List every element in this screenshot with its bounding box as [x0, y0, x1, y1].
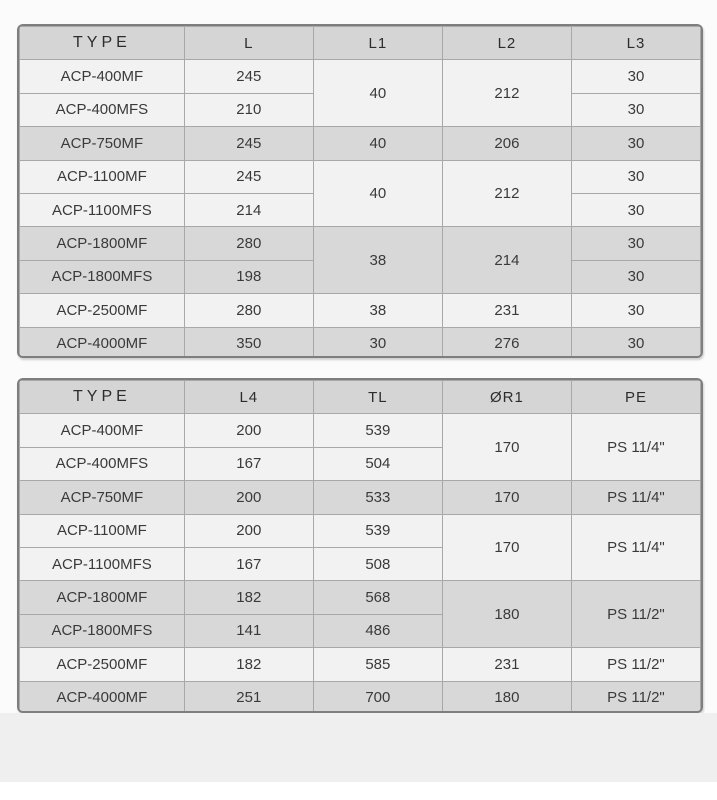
value-cell: 212	[442, 160, 571, 227]
column-header: L1	[313, 27, 442, 60]
column-header: TYPE	[20, 27, 185, 60]
table-row	[20, 127, 701, 160]
value-cell: 280	[184, 227, 313, 260]
table-row	[20, 681, 701, 713]
value-cell: 276	[442, 327, 571, 358]
value-cell: 30	[571, 327, 700, 358]
column-header: L	[184, 27, 313, 60]
value-cell: 38	[313, 227, 442, 294]
value-cell: 568	[313, 581, 442, 614]
value-cell: 212	[442, 60, 571, 127]
column-header: ØR1	[442, 381, 571, 414]
column-header: L4	[184, 381, 313, 414]
table-row	[20, 294, 701, 327]
value-cell: 200	[184, 481, 313, 514]
value-cell: 231	[442, 648, 571, 681]
type-cell: ACP-400MFS	[20, 447, 185, 480]
value-cell: 198	[184, 260, 313, 293]
value-cell: 182	[184, 648, 313, 681]
value-cell: PS 11/4"	[571, 414, 700, 481]
type-cell: ACP-1800MFS	[20, 614, 185, 647]
value-cell: 40	[313, 60, 442, 127]
value-cell: PS 11/4"	[571, 514, 700, 581]
value-cell: 30	[571, 127, 700, 160]
value-cell: 700	[313, 681, 442, 713]
table-row	[20, 514, 701, 547]
value-cell: 585	[313, 648, 442, 681]
value-cell: 533	[313, 481, 442, 514]
column-header: L3	[571, 27, 700, 60]
table-body	[20, 414, 701, 713]
type-cell: ACP-4000MF	[20, 327, 185, 358]
type-cell: ACP-4000MF	[20, 681, 185, 713]
value-cell: 30	[571, 93, 700, 126]
value-cell: 245	[184, 160, 313, 193]
value-cell: 30	[571, 160, 700, 193]
value-cell: 180	[442, 581, 571, 648]
header-row	[20, 381, 701, 414]
value-cell: 245	[184, 60, 313, 93]
value-cell: 251	[184, 681, 313, 713]
value-cell: 182	[184, 581, 313, 614]
type-cell: ACP-750MF	[20, 481, 185, 514]
table-row	[20, 60, 701, 93]
value-cell: 170	[442, 414, 571, 481]
value-cell: 206	[442, 127, 571, 160]
value-cell: 214	[184, 193, 313, 226]
value-cell: 350	[184, 327, 313, 358]
value-cell: 30	[313, 327, 442, 358]
value-cell: 245	[184, 127, 313, 160]
table-row	[20, 160, 701, 193]
table-row	[20, 327, 701, 358]
bottom-white-strip	[0, 782, 717, 800]
column-header: PE	[571, 381, 700, 414]
type-cell: ACP-400MF	[20, 60, 185, 93]
value-cell: PS 11/4"	[571, 481, 700, 514]
column-header: L2	[442, 27, 571, 60]
table-body	[20, 60, 701, 358]
value-cell: PS 11/2"	[571, 648, 700, 681]
value-cell: PS 11/2"	[571, 681, 700, 713]
value-cell: 200	[184, 514, 313, 547]
value-cell: 170	[442, 514, 571, 581]
value-cell: 167	[184, 547, 313, 580]
type-cell: ACP-400MFS	[20, 93, 185, 126]
value-cell: 170	[442, 481, 571, 514]
spec-table-upper	[17, 24, 703, 358]
lower-background-band	[0, 713, 717, 782]
type-cell: ACP-1800MFS	[20, 260, 185, 293]
type-cell: ACP-1100MFS	[20, 193, 185, 226]
header-row	[20, 27, 701, 60]
type-cell: ACP-2500MF	[20, 294, 185, 327]
table-row	[20, 481, 701, 514]
type-cell: ACP-1800MF	[20, 227, 185, 260]
value-cell: 30	[571, 260, 700, 293]
value-cell: 180	[442, 681, 571, 713]
table-row	[20, 581, 701, 614]
value-cell: 504	[313, 447, 442, 480]
spec-table-upper-grid	[19, 26, 701, 358]
value-cell: 231	[442, 294, 571, 327]
value-cell: 38	[313, 294, 442, 327]
table-row	[20, 414, 701, 447]
type-cell: ACP-1100MFS	[20, 547, 185, 580]
value-cell: 141	[184, 614, 313, 647]
value-cell: 167	[184, 447, 313, 480]
value-cell: 280	[184, 294, 313, 327]
type-cell: ACP-400MF	[20, 414, 185, 447]
value-cell: 539	[313, 414, 442, 447]
value-cell: PS 11/2"	[571, 581, 700, 648]
value-cell: 30	[571, 193, 700, 226]
spec-table-lower-grid	[19, 380, 701, 713]
table-header-row	[20, 27, 701, 60]
value-cell: 214	[442, 227, 571, 294]
value-cell: 40	[313, 127, 442, 160]
table-header-row	[20, 381, 701, 414]
type-cell: ACP-1100MF	[20, 514, 185, 547]
value-cell: 539	[313, 514, 442, 547]
value-cell: 508	[313, 547, 442, 580]
value-cell: 486	[313, 614, 442, 647]
value-cell: 30	[571, 60, 700, 93]
value-cell: 30	[571, 227, 700, 260]
type-cell: ACP-1100MF	[20, 160, 185, 193]
table-row	[20, 227, 701, 260]
column-header: TYPE	[20, 381, 185, 414]
type-cell: ACP-1800MF	[20, 581, 185, 614]
table-row	[20, 648, 701, 681]
type-cell: ACP-750MF	[20, 127, 185, 160]
value-cell: 210	[184, 93, 313, 126]
column-header: TL	[313, 381, 442, 414]
type-cell: ACP-2500MF	[20, 648, 185, 681]
spec-table-lower	[17, 378, 703, 713]
value-cell: 40	[313, 160, 442, 227]
value-cell: 200	[184, 414, 313, 447]
value-cell: 30	[571, 294, 700, 327]
